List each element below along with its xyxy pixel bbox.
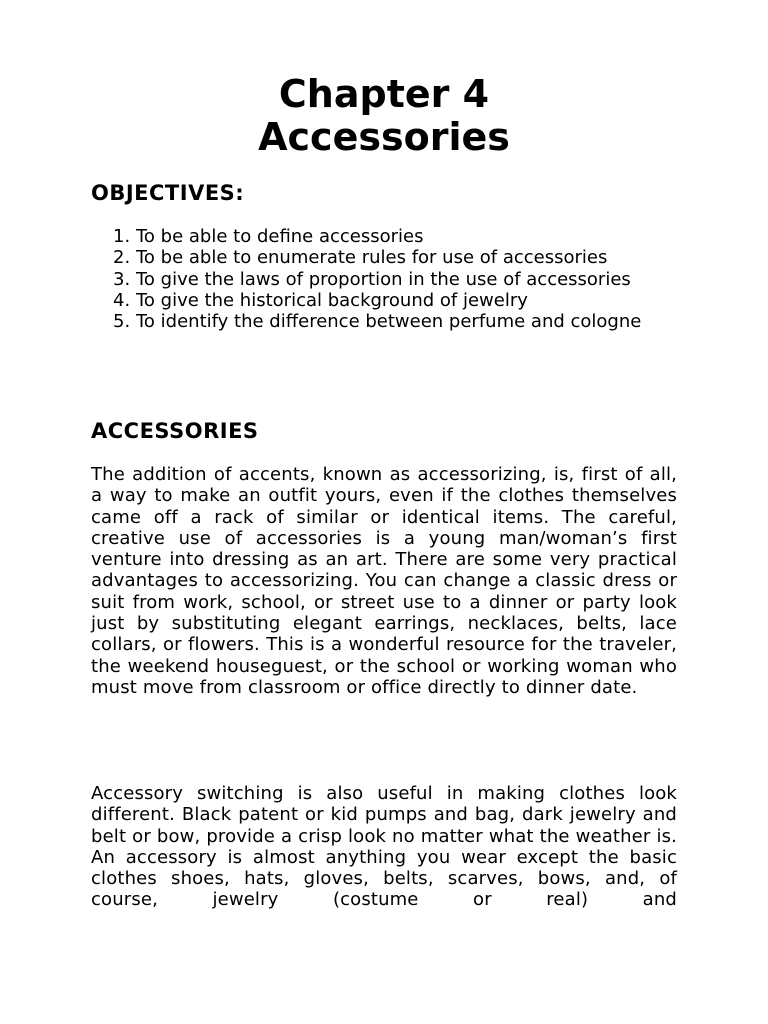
objective-item <box>91 290 677 311</box>
chapter-title: Accessories <box>258 115 510 159</box>
objective-number: 1. <box>113 226 131 247</box>
objective-item <box>91 247 677 268</box>
objective-number: 3. <box>113 268 131 290</box>
objective-number: 2. <box>113 247 131 269</box>
accessories-heading: ACCESSORIES <box>91 419 259 443</box>
objective-text: To give the historical background of jewelry <box>136 289 528 311</box>
body-paragraph: Accessory switching is also useful in making clothes look different. Black patent or kid pumps and bag, dark jewelry and belt or bow, provide a crisp look no matter what the weather is. An accessory is almost anything you wear except the basic clothes shoes, hats, gloves, belts, scarves, bows, and, of course, jewelry (costume or real) and <box>91 783 677 911</box>
objective-number: 5. <box>113 311 131 333</box>
objective-text: To give the laws of proportion in the use of accessories <box>136 268 631 290</box>
objective-item <box>91 269 677 290</box>
objective-item <box>91 226 677 247</box>
objective-text: To identify the difference between perfume and cologne <box>136 311 642 333</box>
chapter-number: Chapter 4 <box>278 72 490 116</box>
objectives-list <box>91 226 677 332</box>
objective-item <box>91 311 677 332</box>
body-paragraph: The addition of accents, known as accessorizing, is, first of all, a way to make an outfit yours, even if the clothes themselves came off a rack of similar or identical items. The careful, creative use of accessories is a young man/woman’s first venture into dressing as an art. There are some very practical advantages to accessorizing. You can change a classic dress or suit from work, school, or street use to a dinner or party look just by substituting elegant earrings, necklaces, belts, lace collars, or flowers. This is a wonderful resource for the traveler, the weekend houseguest, or the school or working woman who must move from classroom or office directly to dinner date. <box>91 464 677 698</box>
objective-number: 4. <box>113 289 131 311</box>
objectives-heading: OBJECTIVES: <box>91 181 245 205</box>
objective-text: To be able to enumerate rules for use of accessories <box>136 247 608 269</box>
objective-text: To be able to define accessories <box>136 226 424 247</box>
